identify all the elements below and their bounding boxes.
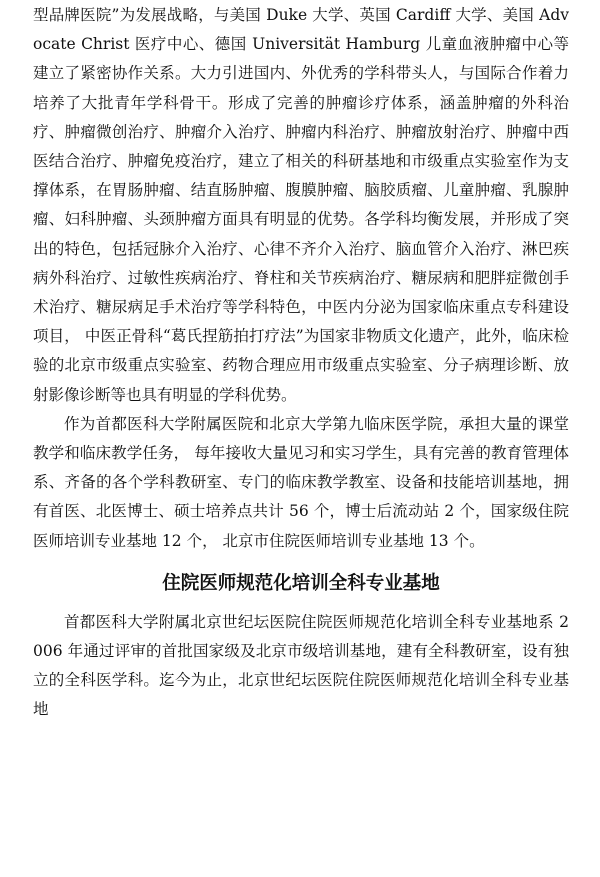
section-heading: 住院医师规范化培训全科专业基地: [162, 572, 440, 594]
body-paragraph: 首都医科大学附属北京世纪坛医院住院医师规范化培训全科专业基地系 2006 年通过评审的首批国家级及北京市级培训基地，建有全科教研室，设有独立的全科医学科。迄今为止，北京世纪坛医院住院医师规范化培训全科专业基地: [33, 612, 569, 719]
body-paragraph: 作为首都医科大学附属医院和北京大学第九临床医学院，承担大量的课堂教学和临床教学任务， 每年接收大量见习和实习学生，具有完善的教育管理体系、齐备的各个学科教研室、专门的临床教学教室、设备和技能培训基地，拥有首医、北医博士、硕士培养点共计 56 个，博士后流动站 2 个，国家级住院医师培训专业基地 12 个， 北京市住院医师培训专业基地 13 个。: [33, 414, 569, 550]
body-paragraph: 型品牌医院”为发展战略，与美国 Duke 大学、英国 Cardiff 大学、美国 Advocate Christ 医疗中心、德国 Universität Hamburg 儿童血液肿瘤中心等建立了紧密协作关系。大力引进国内、外优秀的学科带头人，与国际合作着力培养了大批青年学科骨干。形成了完善的肿瘤诊疗体系，涵盖肿瘤的外科治疗、肿瘤微创治疗、肿瘤介入治疗、肿瘤内科治疗、肿瘤放射治疗、肿瘤中西医结合治疗、肿瘤免疫治疗，建立了相关的科研基地和市级重点实验室作为支撑体系，在胃肠肿瘤、结直肠肿瘤、腹膜肿瘤、脑胶质瘤、儿童肿瘤、乳腺肿瘤、妇科肿瘤、头颈肿瘤方面具有明显的优势。各学科均衡发展，并形成了突出的特色，包括冠脉介入治疗、心律不齐介入治疗、脑血管介入治疗、淋巴疾病外科治疗、过敏性疾病治疗、脊柱和关节疾病治疗、糖尿病和肥胖症微创手术治疗、糖尿病足手术治疗等学科特色，中医内分泌为国家临床重点专科建设项目， 中医正骨科“葛氏捏筋拍打疗法”为国家非物质文化遗产，此外，临床检验的北京市级重点实验室、药物合理应用市级重点实验室、分子病理诊断、放射影像诊断等也具有明显的学科优势。: [33, 6, 569, 404]
